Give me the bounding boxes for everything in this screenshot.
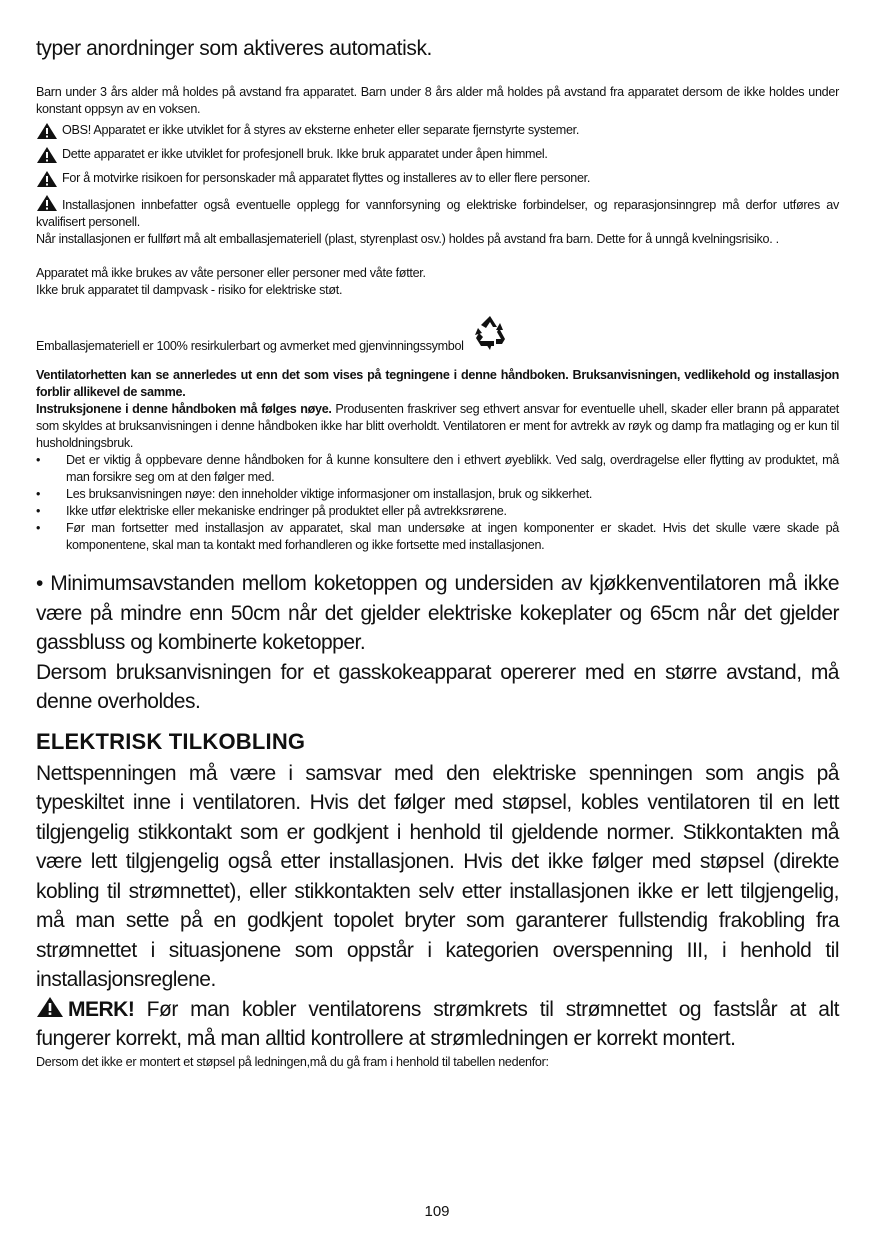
warning-text: For å motvirke risikoen for personskader må apparatet flyttes og installeres av to eller flere personer. xyxy=(62,171,591,185)
list-item: • Les bruksanvisningen nøye: den inneholder viktige informasjoner om installasjon, bruk og sikkerhet. xyxy=(36,486,839,503)
warning-text: Installasjonen innbefatter også eventuelle opplegg for vannforsyning og elektriske forbindelser, og reparasjonsinngrep må derfor utføres av kvalifisert personell. xyxy=(36,198,839,229)
warning-triangle-icon xyxy=(36,122,58,140)
top-line: typer anordninger som aktiveres automatisk. xyxy=(36,37,432,60)
warning-triangle-icon xyxy=(36,146,58,164)
list-item: • Ikke utfør elektriske eller mekaniske endringer på produktet eller på avtrekksrørene. xyxy=(36,503,839,520)
steam-note: Ikke bruk apparatet til dampvask - risiko for elektriske støt. xyxy=(36,283,343,297)
warning-item xyxy=(36,122,839,140)
instructions-rest: Produsenten fraskriver seg ethvert ansvar for eventuelle uhell, skader eller brann på apparatet som skyldes at bruksanvisningen i denne håndboken ikke har blitt overholdt. Ventilatoren er ment for avtrekk av røyk og damp fra matlaging og er kun til husholdningsbruk. xyxy=(36,402,839,450)
instructions-bold: Instruksjonene i denne håndboken må følges nøye. xyxy=(36,402,332,416)
gas-note: Dersom bruksanvisningen for et gasskokeapparat opererer med en større avstand, må denne overholdes. xyxy=(36,660,839,713)
children-warning: Barn under 3 års alder må holdes på avstand fra apparatet. Barn under 8 års alder må holdes på avstand fra apparatet dersom de ikke holdes under konstant oppsyn av en voksen. xyxy=(36,85,839,116)
merk-text: Før man kobler ventilatorens strømkrets til strømnettet og fastslår at alt fungerer korrekt, må man alltid kontrollere at strømledningen er korrekt montert. xyxy=(36,997,839,1050)
recycle-text: Emballasjemateriell er 100% resirkulerbart og avmerket med gjenvinningssymbol xyxy=(36,339,464,353)
recycle-icon xyxy=(470,313,510,353)
electrical-paragraph: Nettspenningen må være i samsvar med den elektriske spenningen som angis på typeskiltet inne i ventilatoren. Hvis det følger med støpsel, kobles ventilatoren til en lett tilgjengelig stikkontakt som er godkjent i henhold til gjeldende normer. Stikkontakten må være lett tilgjengelig også etter installasjonen. Hvis det ikke følger med støpsel (direkte kobling til strømnettet), eller stikkontakten selv etter installasjonen ikke er lett tilgjengelig, må man sette på en godkjent topolet bryter som garanterer fullstendig frakobling fra strømnettet i situasjonene som oppstår i kategorien overspenning III, i henhold til installasjonsreglene. xyxy=(36,761,839,991)
instruction-bullets xyxy=(36,452,839,554)
warning-triangle-icon xyxy=(36,194,58,212)
warning-item xyxy=(36,170,839,188)
merk-paragraph xyxy=(36,995,839,1054)
warning-text: Dette apparatet er ikke utviklet for profesjonell bruk. Ikke bruk apparatet under åpen himmel. xyxy=(62,147,548,161)
warning-text: OBS! Apparatet er ikke utviklet for å styres av eksterne enheter eller separate fjernstyrte systemer. xyxy=(62,123,580,137)
warning-item xyxy=(36,146,839,164)
min-distance-paragraph: • Minimumsavstanden mellom koketoppen og undersiden av kjøkkenventilatoren må ikke være på mindre enn 50cm når det gjelder elektriske kokeplater og 65cm når det gjelder gassbluss og kombinerte koketopper. xyxy=(36,572,839,654)
packaging-note: Når installasjonen er fullført må alt emballasjemateriell (plast, styrenplast osv.) holdes på avstand fra barn. Dette for å unngå kvelningsrisiko. . xyxy=(36,232,779,246)
warning-item xyxy=(36,194,839,231)
wet-note: Apparatet må ikke brukes av våte personer eller personer med våte føtter. xyxy=(36,266,426,280)
merk-label: MERK! xyxy=(68,997,135,1021)
list-item: • Det er viktig å oppbevare denne håndboken for å kunne konsultere den i ethvert øyeblikk. Ved salg, overdragelse eller flytting av produktet, må man forsikre seg om at den følger med. xyxy=(36,452,839,486)
section-heading: ELEKTRISK TILKOBLING xyxy=(36,728,306,754)
bold-notice: Ventilatorhetten kan se annerledes ut enn det som vises på tegningene i denne håndboken. Bruksanvisningen, vedlikehold og installasjon forblir allikevel de samme. xyxy=(36,368,839,399)
warning-triangle-icon xyxy=(36,996,64,1018)
page-number: 109 xyxy=(424,1203,450,1220)
instructions-paragraph xyxy=(36,401,839,452)
recycle-row xyxy=(36,313,839,353)
plug-note: Dersom det ikke er montert et støpsel på ledningen,må du gå fram i henhold til tabellen nedenfor: xyxy=(36,1054,549,1069)
warning-triangle-icon xyxy=(36,170,58,188)
manual-page xyxy=(36,36,839,1071)
list-item: • Før man fortsetter med installasjon av apparatet, skal man undersøke at ingen komponenter er skadet. Hvis det skulle være skade på komponentene, skal man ta kontakt med forhandleren og ikke fortsette med installasjonen. xyxy=(36,520,839,554)
